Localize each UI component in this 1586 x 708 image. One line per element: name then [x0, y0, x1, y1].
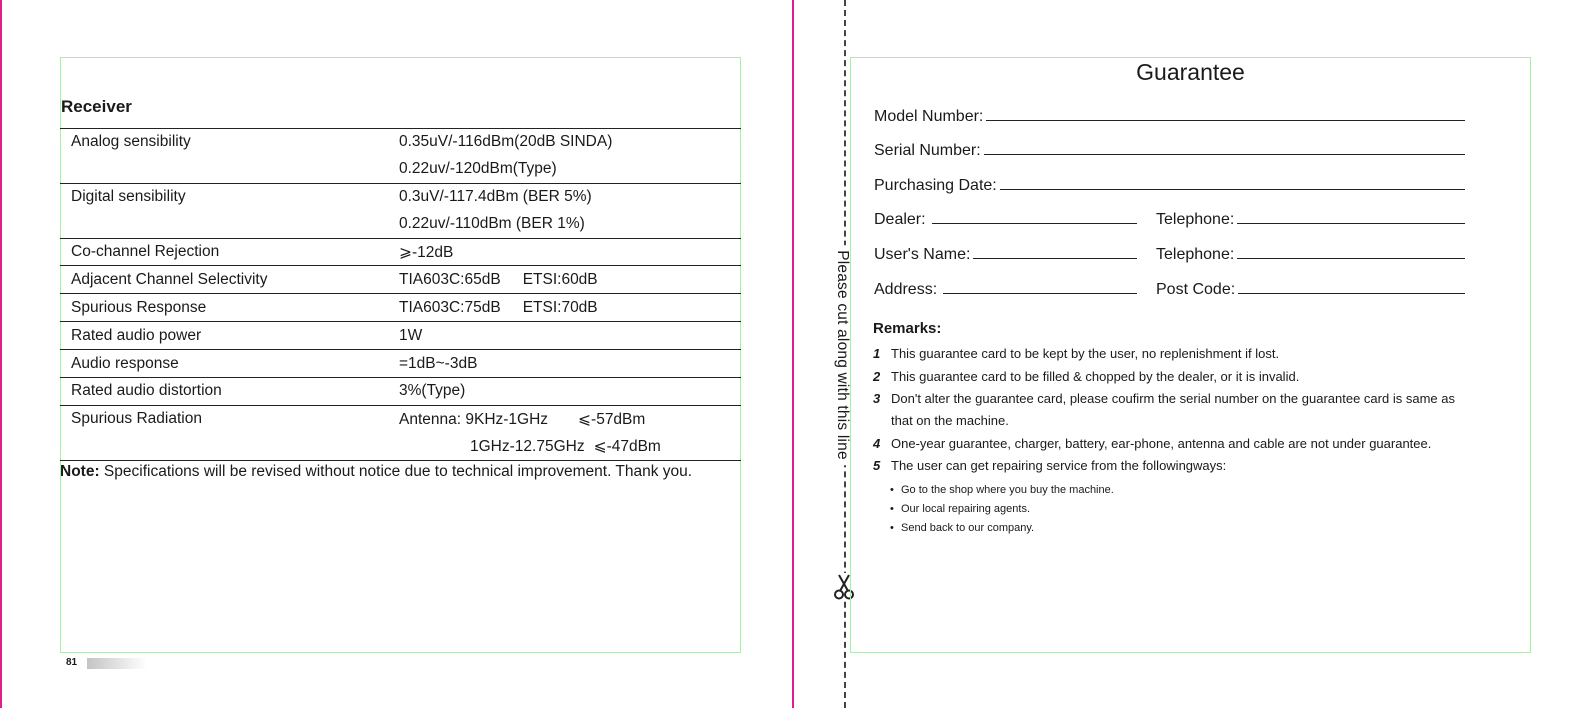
spec-row	[60, 294, 741, 322]
spec-row	[60, 378, 741, 406]
guarantee-title: Guarantee	[1136, 59, 1245, 85]
spec-row	[60, 129, 741, 156]
spec-value: TIA603C:75dB ETSI:70dB	[399, 294, 741, 322]
fill-line[interactable]	[1237, 209, 1465, 224]
spec-row	[60, 238, 741, 266]
spec-label: Audio response	[60, 350, 399, 378]
spec-row	[60, 156, 741, 183]
note-text: Specifications will be revised without notice due to technical improvement. Thank you.	[103, 463, 693, 480]
remark-item: 5 The user can get repairing service from the followingways:	[873, 458, 1227, 473]
purchasing-date-field[interactable]	[874, 175, 1465, 195]
field-label: Dealer:	[874, 211, 926, 228]
bullet-icon: •	[890, 503, 894, 515]
spec-value: ⩾-12dB	[399, 238, 741, 266]
spec-row	[60, 350, 741, 378]
fill-line[interactable]	[986, 106, 1465, 121]
spec-label: Analog sensibility	[60, 129, 399, 156]
cut-line-label: Please cut along with this line	[833, 245, 851, 465]
spec-row	[60, 433, 741, 460]
spec-value: TIA603C:65dB ETSI:60dB	[399, 266, 741, 294]
spec-value: 3%(Type)	[399, 378, 741, 406]
address-field[interactable]	[874, 279, 1137, 299]
spec-label: Spurious Radiation	[60, 405, 399, 432]
spec-value: 1W	[399, 322, 741, 350]
spec-value: 0.22uv/-120dBm(Type)	[399, 160, 557, 178]
spec-label: Adjacent Channel Selectivity	[60, 266, 399, 294]
spec-row	[60, 211, 741, 238]
receiver-heading: Receiver	[61, 97, 132, 116]
fill-line[interactable]	[1238, 279, 1465, 294]
field-label: Telephone:	[1156, 246, 1235, 263]
fill-line[interactable]	[932, 209, 1137, 224]
field-label: Telephone:	[1156, 211, 1235, 228]
post-code-field[interactable]	[1156, 279, 1465, 299]
fill-line[interactable]	[943, 279, 1137, 294]
user-telephone-field[interactable]	[1156, 244, 1465, 264]
bullet-item: • Our local repairing agents.	[890, 503, 1031, 515]
fill-line[interactable]	[1000, 175, 1465, 190]
note-label: Note:	[60, 463, 100, 480]
page-number: 81	[66, 657, 78, 668]
users-name-field[interactable]	[874, 244, 1137, 264]
receiver-spec-table	[60, 128, 741, 461]
spec-row	[60, 405, 741, 432]
spec-label: Spurious Response	[60, 294, 399, 322]
bullet-icon: •	[890, 484, 894, 496]
serial-number-field[interactable]	[874, 140, 1465, 160]
spine-edge	[792, 0, 794, 708]
remark-item: 2 This guarantee card to be filled & chopped by the dealer, or it is invalid.	[873, 369, 1300, 384]
bullet-icon: •	[890, 522, 894, 534]
remarks-heading: Remarks:	[873, 320, 942, 337]
fill-line[interactable]	[1237, 244, 1465, 259]
spec-label: Co-channel Rejection	[60, 238, 399, 266]
bullet-item: • Go to the shop where you buy the machine.	[890, 484, 1114, 496]
remark-item: 1 This guarantee card to be kept by the user, no replenishment if lost.	[873, 346, 1280, 361]
spec-value: =1dB~-3dB	[399, 350, 741, 378]
spec-note	[60, 463, 692, 481]
remark-item-continuation: that on the machine.	[891, 413, 1009, 428]
field-label: Model Number:	[874, 108, 984, 125]
fill-line[interactable]	[984, 140, 1465, 155]
spec-value: 0.3uV/-117.4dBm (BER 5%)	[399, 183, 741, 210]
field-label: User's Name:	[874, 246, 971, 263]
remark-item: 3 Don't alter the guarantee card, please coufirm the serial number on the guarantee card is same as	[873, 391, 1455, 406]
left-page-edge	[0, 0, 2, 708]
spec-value: Antenna: 9KHz-1GHz ⩽-57dBm	[399, 405, 741, 432]
bullet-item: • Send back to our company.	[890, 522, 1035, 534]
spec-label: Rated audio power	[60, 322, 399, 350]
page-number-bar	[87, 658, 147, 669]
spec-label: Digital sensibility	[60, 183, 399, 210]
field-label: Post Code:	[1156, 281, 1236, 298]
spec-value: 0.22uv/-110dBm (BER 1%)	[399, 215, 585, 233]
dealer-telephone-field[interactable]	[1156, 209, 1465, 229]
spec-value: 1GHz-12.75GHz ⩽-47dBm	[399, 433, 741, 460]
model-number-field[interactable]	[874, 106, 1465, 126]
spec-row	[60, 322, 741, 350]
field-label: Serial Number:	[874, 142, 981, 159]
spec-label: Rated audio distortion	[60, 378, 399, 406]
field-label: Address:	[874, 281, 938, 298]
remark-item: 4 One-year guarantee, charger, battery, ear-phone, antenna and cable are not under guarantee.	[873, 436, 1432, 451]
spec-row	[60, 183, 741, 210]
spec-row	[60, 266, 741, 294]
fill-line[interactable]	[973, 244, 1137, 259]
spec-value: 0.35uV/-116dBm(20dB SINDA)	[399, 129, 741, 156]
dealer-field[interactable]	[874, 209, 1137, 229]
field-label: Purchasing Date:	[874, 177, 997, 194]
